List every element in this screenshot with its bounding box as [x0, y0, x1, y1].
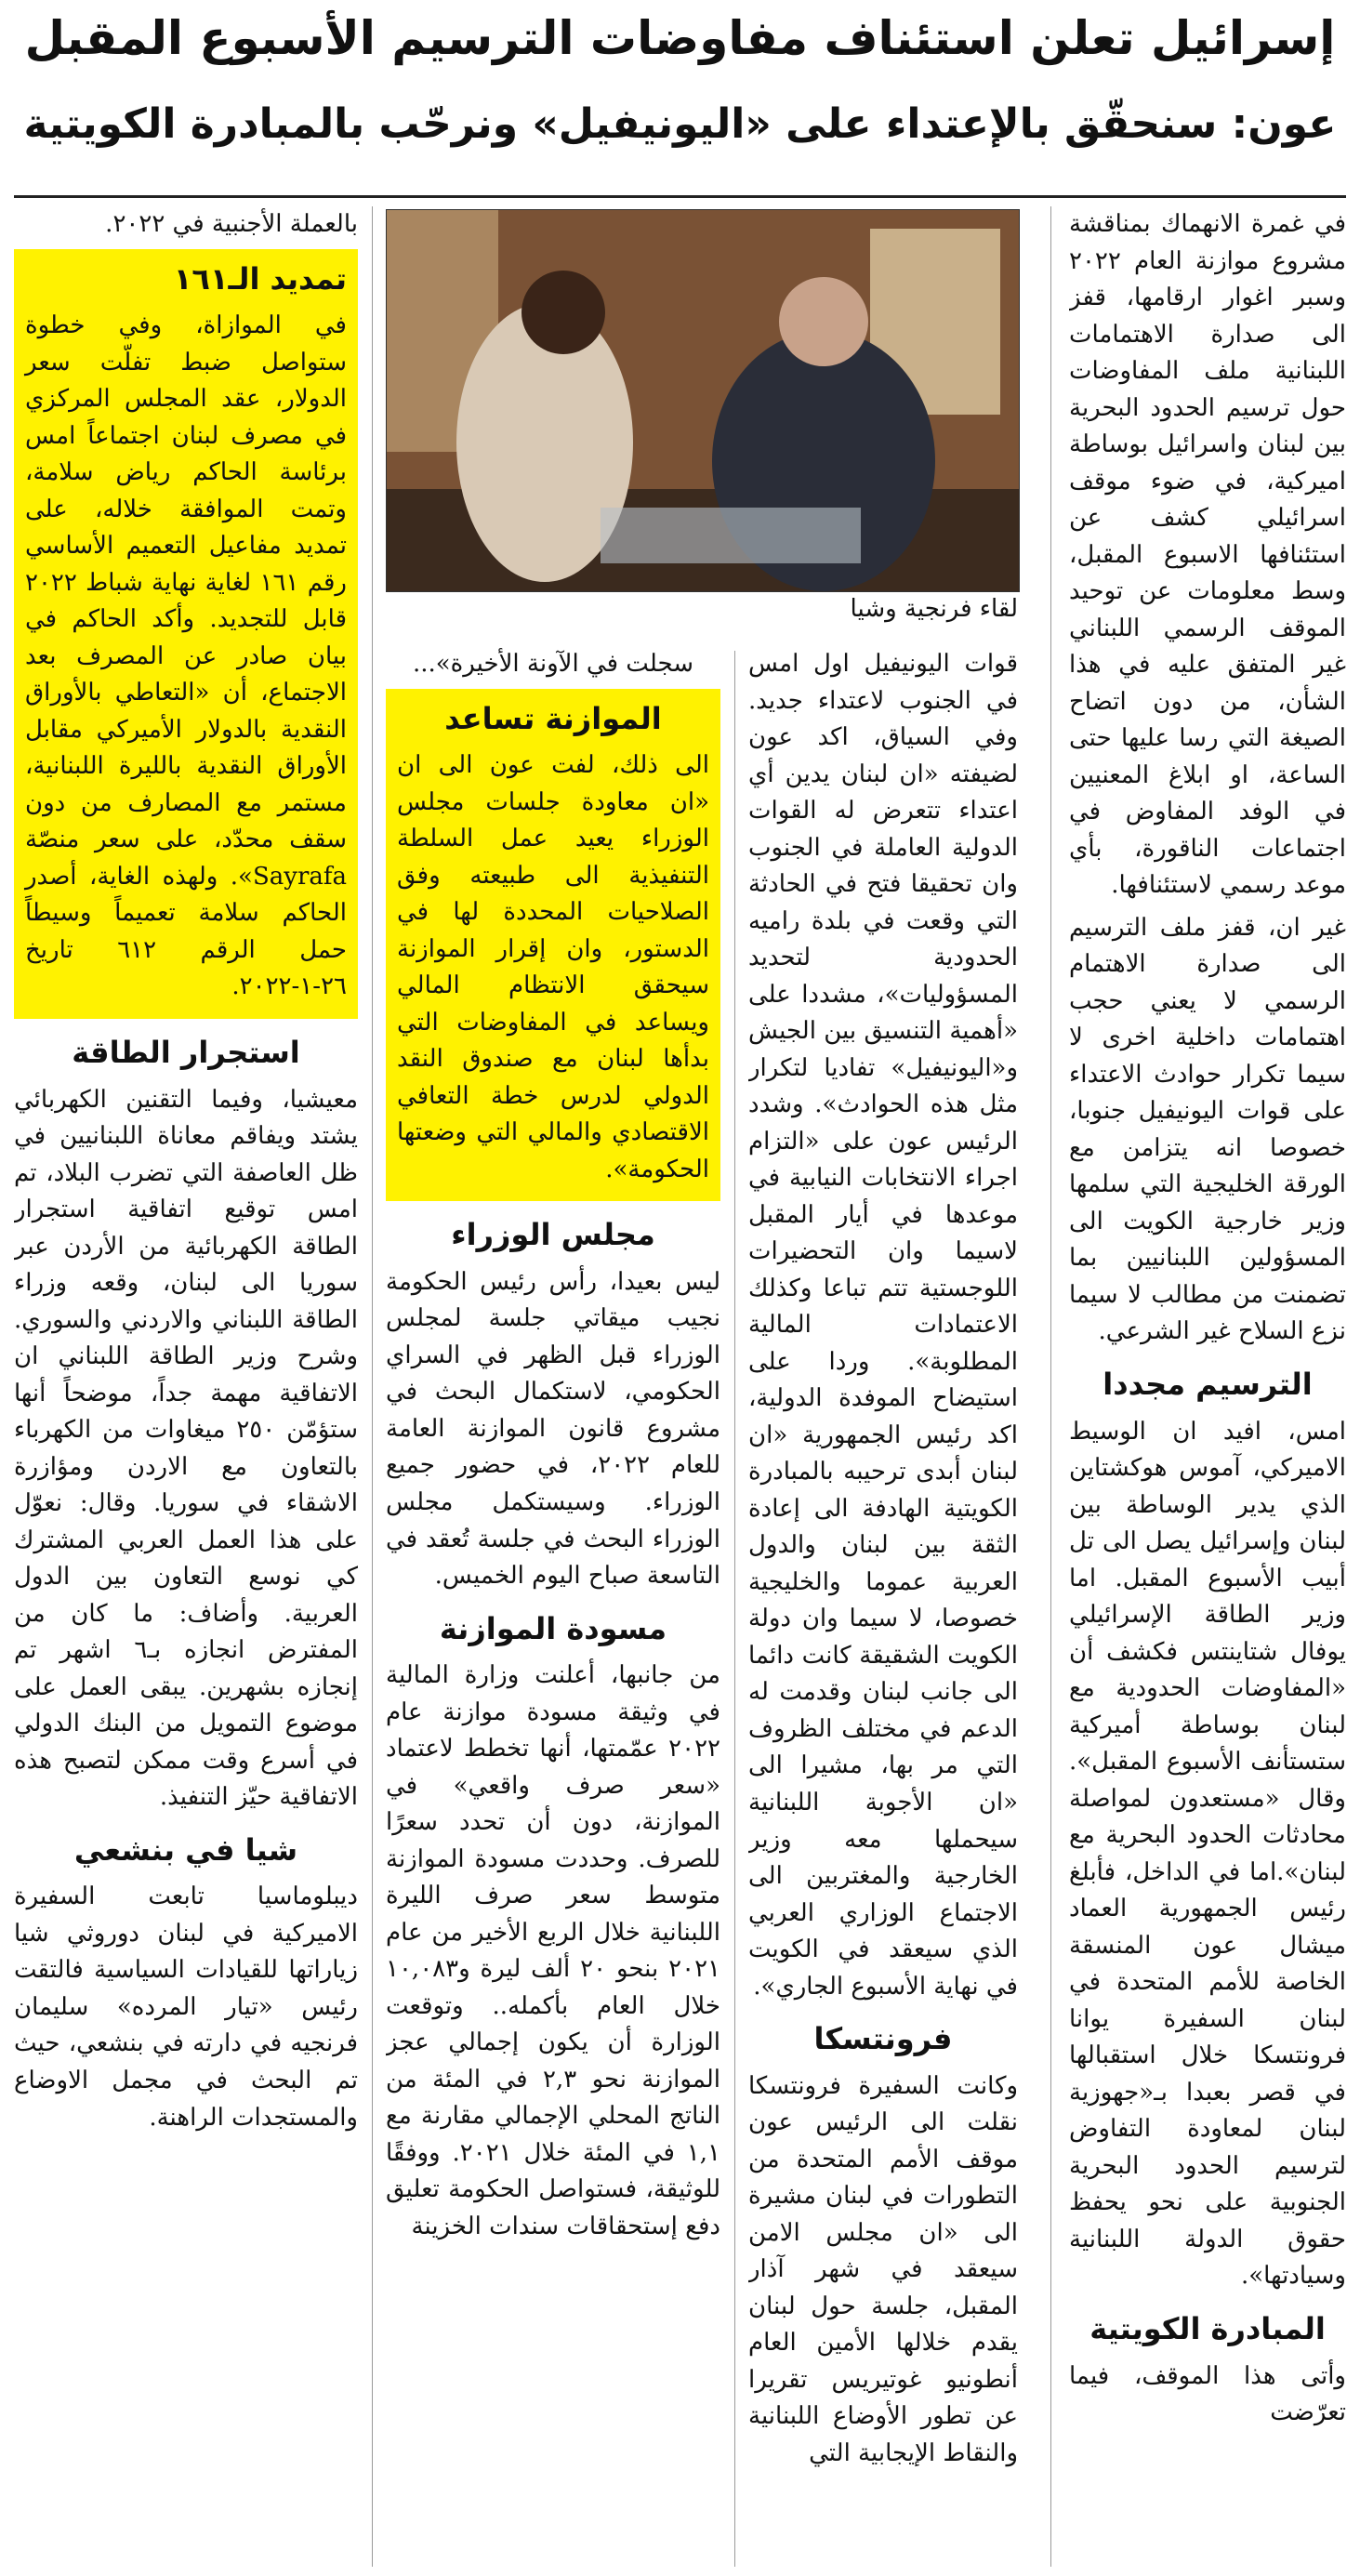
paragraph: معيشيا، وفيما التقنين الكهربائي يشتد ويفاقم معاناة اللبنانيين في ظل العاصفة التي تضرب البلاد، تم امس توقيع اتفاقية استجرار الطاقة الكهربائية من الأردن عبر سوريا الى لبنان، وقعه وزراء الطاقة اللبناني والاردني والسوري. وشرح وزير الطاقة اللبناني ان الاتفاقية مهمة جداً، موضحاً أنها ستؤمّن ٢٥٠ ميغاوات من الكهرباء بالتعاون مع الاردن ومؤازرة الاشقاء في سوريا. وقال: نعوّل على هذا العمل العربي المشترك كي نوسع التعاون بين الدول العربية. وأضاف: ما كان من المفترض انجازه بـ٦ اشهر تم إنجازه بشهرين. يبقى العمل على موضوع التمويل من البنك الدولي في أسرع وقت ممكن لتصبح هذه الاتفاقية حيّز التنفيذ. — [14, 1085, 358, 1812]
subheading-extension-161: تمديد الـ١٦١ — [173, 260, 347, 297]
subheading-kuwaiti-initiative: المبادرة الكويتية — [1089, 2310, 1326, 2346]
column-4 — [14, 206, 358, 2568]
subheading-shea-bnashii: شيا في بنشعي — [73, 1831, 298, 1868]
subheading-budget-draft: مسودة الموازنة — [439, 1610, 667, 1646]
paragraph: وأتى هذا الموقف، فيما تعرّضت — [1069, 2361, 1346, 2427]
subheading-demarcation: الترسيم مجددا — [1103, 1366, 1313, 1402]
column-divider — [372, 206, 373, 2567]
column-1 — [1069, 206, 1346, 2568]
subheading-frontzka: فرونتسكا — [813, 2021, 953, 2057]
paragraph: من جانبها، أعلنت وزارة المالية في وثيقة مسودة موازنة عام ٢٠٢٢ عمّمتها، أنها تخطط لاعتماد «سعر صرف واقعي» في الموازنة، دون أن تحدد سعرًا للصرف. وحددت مسودة الموازنة متوسط سعر صرف الليرة اللبنانية خلال الربع الأخير من عام ٢٠٢١ بنحو ٢٠ ألف ليرة و١٠,٠٨٣ خلال العام بأكمله.. وتوقعت الوزارة أن يكون إجمالي عجز الموازنة نحو ٢,٣ في المئة من الناتج المحلي الإجمالي مقارنة مع ١,١ في المئة خلال ٢٠٢١. ووفقًا للوثيقة، فستواصل الحكومة تعليق دفع إستحقاقات سندات الخزينة — [386, 1661, 720, 2240]
paragraph: قوات اليونيفيل اول امس في الجنوب لاعتداء جديد. وفي السياق، اكد عون لضيفته «ان لبنان يدين أي اعتداء تتعرض له القوات الدولية العاملة في الجنوب وان تحقيقا فتح في الحادثة التي وقعت في بلدة راميه الحدودية لتحديد المسؤوليات»، مشددا على «أهمية التنسيق بين الجيش و«اليونيفيل» تفاديا لتكرار مثل هذه الحوادث». وشدد الرئيس عون على «التزام اجراء الانتخابات النيابية في موعدها في أيار المقبل لاسيما وان التحضيرات اللوجستية تتم تباعا وكذلك الاعتمادات المالية المطلوبة». وردا على استيضاح الموفدة الدولية، اكد رئيس الجمهورية «ان لبنان أبدى ترحيبه بالمبادرة الكويتية الهادفة الى إعادة الثقة بين لبنان والدول العربية عموما والخليجية خصوصا، لا سيما وان دولة الكويت الشقيقة كانت دائما الى جانب لبنان وقدمت له الدعم في مختلف الظروف التي مر بها، مشيرا الى «ان الأجوبة اللبنانية سيحملها معه وزير الخارجية والمغتربين الى الاجتماع الوزاري العربي الذي سيعقد في الكويت في نهاية الأسبوع الجاري». — [748, 650, 1018, 2001]
paragraph: امس، افيد ان الوسيط الاميركي، آموس هوكشتاين الذي يدير الوساطة بين لبنان وإسرائيل يصل الى تل أبيب الأسبوع المقبل. اما وزير الطاقة الإسرائيلي يوفال شتاينتس فكشف أن «المفاوضات الحدودية مع لبنان بوساطة أميركية ستستأنف الأسبوع المقبل». وقال «مستعدون لمواصلة محادثات الحدود البحرية مع لبنان».اما في الداخل، فأبلغ رئيس الجمهورية العماد ميشال عون المنسقة الخاصة للأمم المتحدة في لبنان السفيرة يوانا فرونتسكا خلال استقبالها في قصر بعبدا بـ«جهوزية لبنان لمعاودة التفاوض لترسيم الحدود البحرية الجنوبية على نحو يحفظ حقوق الدولة اللبنانية وسيادتها». — [1069, 1417, 1346, 2291]
paragraph: سجلت في الآونة الأخيرة»... — [412, 650, 694, 678]
headline-main: إسرائيل تعلن استئناف مفاوضات الترسيم الأسبوع المقبل — [24, 11, 1336, 65]
highlight-box-circular-161 — [14, 249, 358, 1019]
photo-caption: لقاء فرنجية وشيا — [850, 595, 1018, 623]
column-divider — [734, 651, 735, 2567]
paragraph: الى ذلك، لفت عون الى ان «ان معاودة جلسات مجلس الوزراء يعيد عمل السلطة التنفيذية الى طبيعته وفق الصلاحيات المحددة لها في الدستور، وان إقرار الموازنة سيحقق الانتظام المالي ويساعد في المفاوضات التي بدأها لبنان مع صندوق النقد الدولي لدرس خطة التعافي الاقتصادي والمالي التي وضعتها الحكومة». — [397, 751, 709, 1183]
headline-sub: عون: سنحقّق بالإعتداء على «اليونيفيل» ونرحّب بالمبادرة الكويتية — [23, 100, 1337, 148]
headline-rule — [14, 195, 1346, 198]
subheading-cabinet: مجلس الوزراء — [451, 1217, 655, 1253]
highlight-box-budget — [386, 689, 720, 1202]
paragraph: ليس بعيدا، رأس رئيس الحكومة نجيب ميقاتي جلسة لمجلس الوزراء قبل الظهر في السراي الحكومي، لاستكمال البحث في مشروع قانون الموازنة العامة للعام ٢٠٢٢، في حضور جميع الوزراء. وسيستكمل مجلس الوزراء البحث في جلسة تُعقد في التاسعة صباح اليوم الخميس. — [386, 1267, 720, 1591]
paragraph: وكانت السفيرة فرونتسكا نقلت الى الرئيس عون موقف الأمم المتحدة من التطورات في لبنان مشيرة الى «ان مجلس الامن سيعقد في شهر آذار المقبل، جلسة حول لبنان يقدم خلالها الأمين العام أنطونيو غوتيريس تقريرا عن تطور الأوضاع اللبنانية والنقاط الإيجابية التي — [748, 2071, 1018, 2467]
subheading-energy-import: استجرار الطاقة — [72, 1034, 300, 1070]
photo-frangieh-shea — [386, 209, 1020, 592]
paragraph: بالعملة الأجنبية في ٢٠٢٢. — [105, 210, 358, 238]
column-divider — [1050, 206, 1051, 2567]
column-2 — [748, 646, 1018, 2567]
paragraph: غير ان، قفز ملف الترسيم الى صدارة الاهتمام الرسمي لا يعني حجب اهتمامات داخلية اخرى لا سيما تكرار حوادث الاعتداء على قوات اليونيفيل جنوبا، خصوصا انه يتزامن مع الورقة الخليجية التي سلمها وزير خارجية الكويت الى المسؤولين اللبنانيين بما تضمنت من مطالب لا سيما نزع السلاح غير الشرعي. — [1069, 913, 1346, 1346]
paragraph: ديبلوماسيا تابعت السفيرة الاميركية في لبنان دوروثي شيا زياراتها للقيادات السياسية فالتقت رئيس «تيار المرده» سليمان فرنجيه في دارته في بنشعي، حيث تم البحث في مجمل الاوضاع والمستجدات الراهنة. — [14, 1882, 358, 2132]
paragraph: في غمرة الانهماك بمناقشة مشروع موازنة العام ٢٠٢٢ وسبر اغوار ارقامها، قفز الى صدارة الاهتمامات اللبنانية ملف المفاوضات حول ترسيم الحدود البحرية بين لبنان واسرائيل بوساطة اميركية، في ضوء موقف اسرائيلي كشف عن استئنافها الاسبوع المقبل، وسط معلومات عن توحيد الموقف الرسمي اللبناني غير المتفق عليه في هذا الشأن، من دون اتضاح الصيغة التي رسا عليها حتى الساعة، او ابلاغ المعنيين في الوفد المفاوض في اجتماعات الناقورة، بأي موعد رسمي لاستئنافها. — [1069, 210, 1346, 900]
subheading-budget-helps: الموازنة تساعد — [444, 700, 662, 736]
column-3 — [386, 646, 720, 2567]
paragraph: في الموازاة، وفي خطوة ستواصل ضبط تفلّت سعر الدولار، عقد المجلس المركزي في مصرف لبنان اجتماعاً امس برئاسة الحاكم رياض سلامة، وتمت الموافقة خلاله، على تمديد مفاعيل التعميم الأساسي رقم ١٦١ لغاية نهاية شباط ٢٠٢٢ قابل للتجديد. وأكد الحاكم في بيان صادر عن المصرف بعد الاجتماع، أن «التعاطي بالأوراق النقدية بالدولار الأميركي مقابل الأوراق النقدية بالليرة اللبنانية، مستمر مع المصارف من دون سقف محدّد، على سعر منصّة Sayrafa». ولهذه الغاية، أصدر الحاكم سلامة تعميماً وسيطاً حمل الرقم ٦١٢ تاريخ ٢٦-١-٢٠٢٢. — [25, 311, 348, 1001]
photo-illustration — [387, 210, 1019, 591]
